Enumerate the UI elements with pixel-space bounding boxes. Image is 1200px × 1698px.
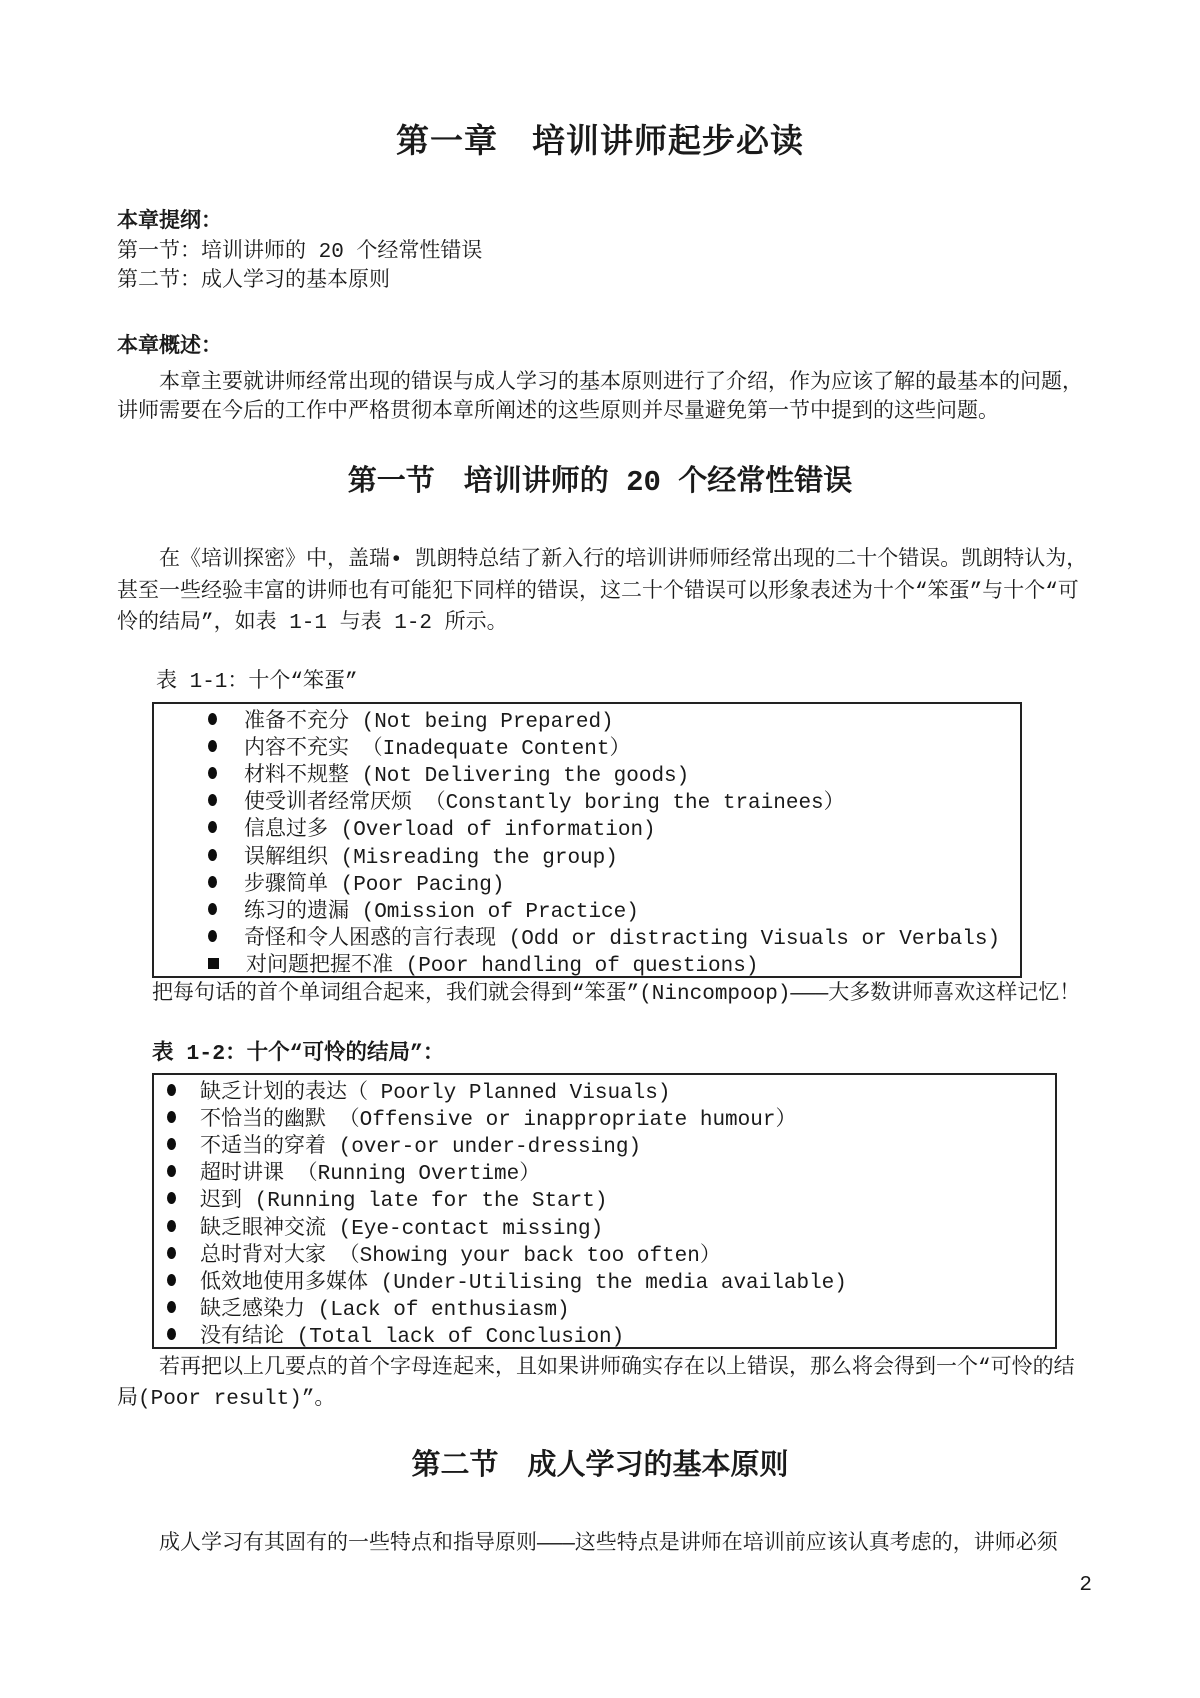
table1-caption: 表 1-1：十个“笨蛋”	[156, 671, 358, 694]
circle-bullet-icon	[167, 1301, 176, 1313]
table-row	[154, 868, 1020, 895]
table-row-text: 超时讲课 （Running Overtime）	[200, 1163, 541, 1187]
square-bullet-icon	[208, 958, 219, 969]
table-row-text: 迟到 (Running late for the Start)	[200, 1190, 608, 1214]
table-row	[154, 1158, 1055, 1185]
table-row	[154, 1294, 1055, 1321]
table1-note: 把每句话的首个单词组合起来，我们就会得到“笨蛋”(Nincompoop)———大多数讲师喜欢这样记忆！	[152, 983, 1081, 1006]
table-row-text: 材料不规整 (Not Delivering the goods)	[244, 764, 690, 788]
chapter-title: 第一章 培训讲师起步必读	[396, 125, 804, 162]
table-row-text: 准备不充分 (Not being Prepared)	[244, 710, 614, 734]
table-row	[154, 1266, 1055, 1293]
table-row-text: 不恰当的幽默 （Offensive or inappropriate humour）	[200, 1108, 797, 1132]
table-row	[154, 923, 1020, 950]
page-number: 2	[1079, 1574, 1092, 1597]
overview-heading: 本章概述：	[117, 336, 222, 359]
circle-bullet-icon	[167, 1328, 176, 1340]
table-row-text: 内容不充实 （Inadequate Content）	[244, 737, 631, 761]
table-row-text: 练习的遗漏 (Omission of Practice)	[244, 900, 639, 924]
table2-note-paragraph: 若再把以上几要点的首个字母连起来，且如果讲师确实存在以上错误，那么将会得到一个“可怜的结局(Poor result)”。	[117, 1357, 1075, 1411]
circle-bullet-icon	[167, 1084, 176, 1096]
outline-item-section2: 第二节：成人学习的基本原则	[117, 270, 390, 293]
table-row-text: 信息过多 (Overload of information)	[244, 819, 656, 843]
table-row	[154, 1130, 1055, 1157]
circle-bullet-icon	[208, 876, 217, 888]
outline-item-section1: 第一节：培训讲师的 20 个经常性错误	[117, 241, 483, 264]
circle-bullet-icon	[208, 903, 217, 915]
table-row-text: 对问题把握不准 (Poor handling of questions)	[246, 955, 759, 979]
table-row-text: 低效地使用多媒体 (Under-Utilising the media available)	[200, 1271, 847, 1295]
table2-caption: 表 1-2：十个“可怜的结局”：	[152, 1042, 445, 1066]
table-row-text: 总时背对大家 （Showing your back too often）	[200, 1244, 721, 1268]
circle-bullet-icon	[167, 1192, 176, 1204]
circle-bullet-icon	[167, 1111, 176, 1123]
table-row-text: 缺乏眼神交流 (Eye-contact missing)	[200, 1217, 604, 1241]
table-row	[154, 1103, 1055, 1130]
table-row	[154, 814, 1020, 841]
table-row-text: 缺乏计划的表达（ Poorly Planned Visuals)	[200, 1081, 671, 1105]
table-row	[154, 1185, 1055, 1212]
circle-bullet-icon	[208, 794, 217, 806]
table-row-text: 缺乏感染力 (Lack of enthusiasm)	[200, 1299, 570, 1323]
table-row	[154, 787, 1020, 814]
table-row	[154, 1321, 1055, 1348]
table-row	[154, 732, 1020, 759]
table-row	[154, 1212, 1055, 1239]
table-row-text: 使受训者经常厌烦 （Constantly boring the trainees）	[244, 792, 845, 816]
overview-paragraph: 本章主要就讲师经常出现的错误与成人学习的基本原则进行了介绍，作为应该了解的最基本的问题，讲师需要在今后的工作中严格贯彻本章所阐述的这些原则并尽量避免第一节中提到的这些问题。	[117, 372, 1083, 424]
table-row	[154, 705, 1020, 732]
section2-title: 第二节 成人学习的基本原则	[411, 1450, 789, 1483]
table-row-text: 步骤简单 (Poor Pacing)	[244, 873, 505, 897]
table-row-text: 误解组织 (Misreading the group)	[244, 846, 618, 870]
table-row	[154, 1076, 1055, 1103]
circle-bullet-icon	[167, 1220, 176, 1232]
section1-title: 第一节 培训讲师的 20 个经常性错误	[347, 466, 853, 499]
table-row-text: 不适当的穿着 (over-or under-dressing)	[200, 1135, 642, 1159]
circle-bullet-icon	[208, 713, 217, 725]
circle-bullet-icon	[208, 849, 217, 861]
table-row	[154, 841, 1020, 868]
circle-bullet-icon	[167, 1165, 176, 1177]
circle-bullet-icon	[208, 821, 217, 833]
section1-intro-paragraph: 在《培训探密》中，盖瑞• 凯朗特总结了新入行的培训讲师师经常出现的二十个错误。凯朗特认为，甚至一些经验丰富的讲师也有可能犯下同样的错误，这二十个错误可以形象表述为十个“笨蛋”与十个“可怜的结局”，如表 1-1 与表 1-2 所示。	[117, 549, 1088, 635]
table-row	[154, 1239, 1055, 1266]
table-row-text: 没有结论 (Total lack of Conclusion)	[200, 1326, 625, 1350]
circle-bullet-icon	[208, 930, 217, 942]
section2-intro-paragraph: 成人学习有其固有的一些特点和指导原则———这些特点是讲师在培训前应该认真考虑的，讲师必须	[159, 1533, 1058, 1556]
circle-bullet-icon	[167, 1274, 176, 1286]
table-1-1	[152, 702, 1022, 978]
outline-heading: 本章提纲：	[117, 211, 222, 234]
table-row	[154, 759, 1020, 786]
circle-bullet-icon	[167, 1138, 176, 1150]
circle-bullet-icon	[208, 740, 217, 752]
table-row	[154, 895, 1020, 922]
table-row	[154, 950, 1020, 977]
table-row-text: 奇怪和令人困惑的言行表现 (Odd or distracting Visuals or Verbals)	[244, 928, 1001, 952]
circle-bullet-icon	[208, 767, 217, 779]
table-1-2	[152, 1073, 1057, 1349]
circle-bullet-icon	[167, 1247, 176, 1259]
